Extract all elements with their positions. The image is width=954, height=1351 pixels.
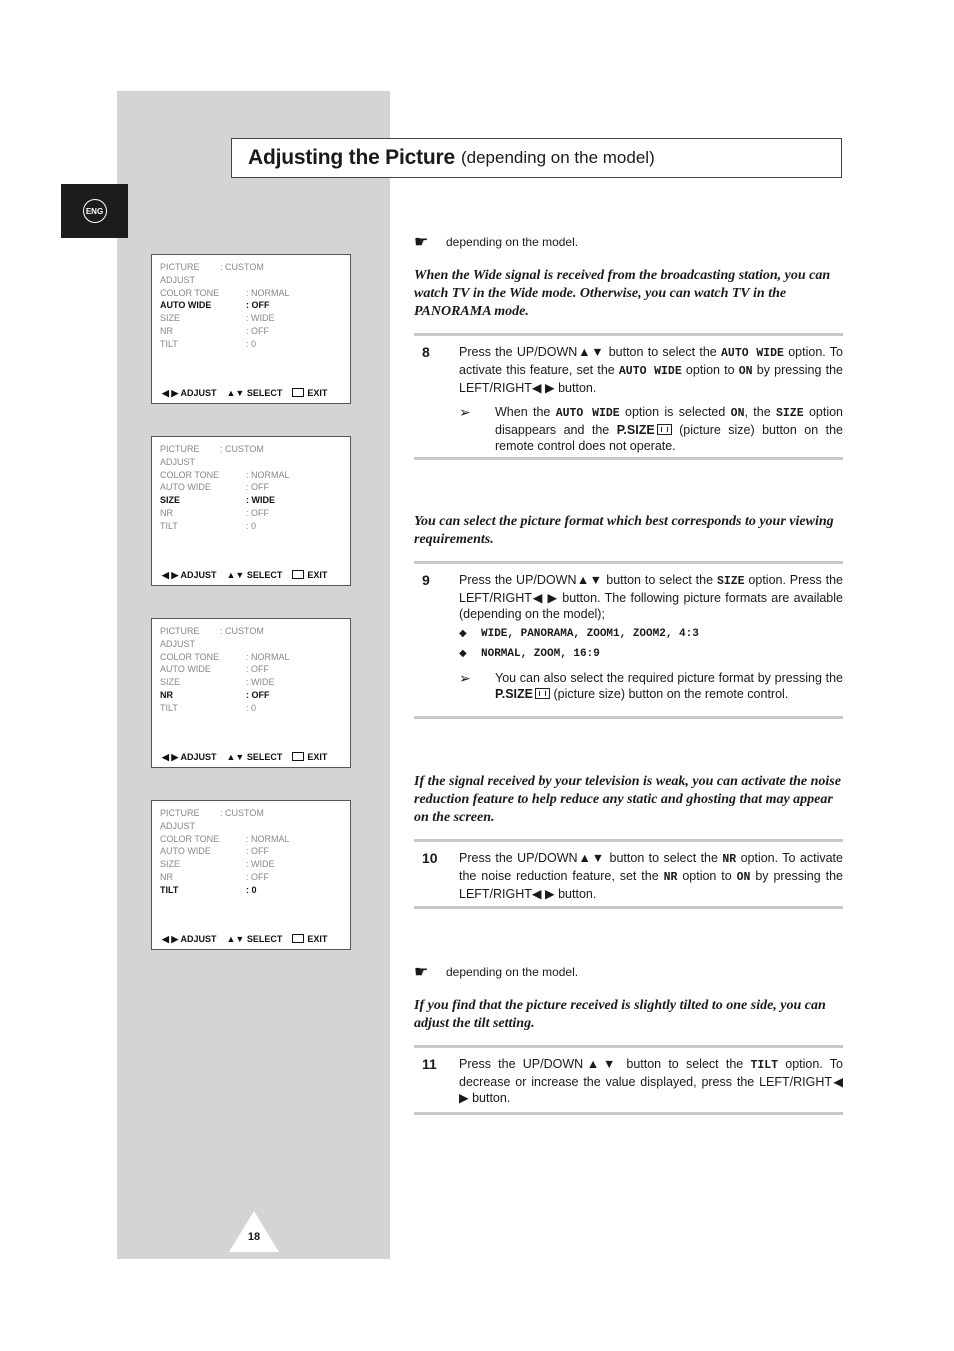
intro-tilt: If you find that the picture received is slightly tilted to one side, you can adjust the tilt setting. — [414, 998, 826, 1031]
step-note: ➢ You can also select the required picture format by pressing the P.SIZE (picture size) button on the remote control. — [459, 670, 843, 701]
osd-menu-row: PICTURE : CUSTOM — [160, 444, 264, 454]
page-title-box — [231, 138, 842, 178]
diamond-icon: ◆ — [459, 628, 467, 639]
osd-menu-row: AUTO WIDE : OFF — [160, 664, 269, 675]
osd-menu-row: AUTO WIDE : OFF — [160, 482, 269, 493]
menu-icon — [292, 752, 304, 761]
step-10 — [414, 839, 843, 909]
psize-icon — [535, 688, 550, 699]
osd-menu-screen — [151, 436, 351, 586]
osd-menu-row: NR : OFF — [160, 326, 269, 336]
osd-menu-row: TILT : 0 — [160, 702, 257, 713]
step-text: Press the UP/DOWN▲▼ button to select the AUTO WIDE option. To activate this feature, set the AUTO WIDE option to ON by pressing the LEFT/RIGHT◀ ▶ button. ➢ When the AUTO WIDE option is selected ON, the SIZE option disappears and the P.SIZE (picture size) button on the remote control does not operate. — [459, 345, 843, 453]
page-title: Adjusting the Picture — [248, 146, 455, 169]
step-11 — [414, 1045, 843, 1115]
osd-menu-row: NR : OFF — [160, 872, 269, 882]
osd-menu-row: SIZE : WIDE — [160, 677, 275, 688]
step-note: ➢ When the AUTO WIDE option is selected ON, the SIZE option disappears and the P.SIZE (picture size) button on the remote control does not operate. — [459, 404, 843, 453]
step-number: 9 — [422, 572, 430, 588]
osd-menu-row: ADJUST — [160, 638, 196, 649]
osd-footer: ◀ ▶ ADJUST ▲▼ SELECT EXIT — [162, 934, 328, 944]
language-badge: ENG — [83, 199, 107, 223]
menu-icon — [292, 388, 304, 397]
pointing-hand-icon: ☛ — [414, 234, 429, 251]
page-number: 18 — [247, 1231, 261, 1243]
osd-menu-row: PICTURE : CUSTOM — [160, 808, 264, 818]
osd-menu-row: COLOR TONE : NORMAL — [160, 287, 290, 298]
menu-icon — [292, 934, 304, 943]
osd-menu-row: ADJUST — [160, 456, 196, 467]
osd-menu-row: SIZE : WIDE — [160, 859, 275, 870]
intro-size: You can select the picture format which best corresponds to your viewing requirements. — [414, 514, 834, 547]
osd-menu-row: AUTO WIDE : OFF — [160, 300, 270, 311]
pointing-hand-icon: ☛ — [414, 964, 429, 981]
osd-menu-screen — [151, 254, 351, 404]
language-tab — [61, 184, 128, 238]
step-8 — [414, 333, 843, 460]
step-text: Press the UP/DOWN▲▼ button to select the NR option. To activate the noise reduction feature, set the NR option to ON by pressing the LEFT/RIGHT◀ ▶ button. — [459, 851, 843, 901]
osd-menu-row: SIZE : WIDE — [160, 495, 275, 506]
osd-menu-row: PICTURE : CUSTOM — [160, 626, 264, 636]
step-9 — [414, 561, 843, 719]
osd-footer: ◀ ▶ ADJUST ▲▼ SELECT EXIT — [162, 388, 328, 398]
step-number: 11 — [422, 1056, 437, 1072]
step-number: 8 — [422, 344, 430, 360]
osd-menu-row: COLOR TONE : NORMAL — [160, 651, 290, 662]
step-number: 10 — [422, 850, 438, 866]
osd-menu-row: COLOR TONE : NORMAL — [160, 833, 290, 844]
osd-menu-row: TILT : 0 — [160, 338, 257, 349]
list-item: ◆ NORMAL, ZOOM, 16:9 — [459, 648, 600, 660]
osd-menu-row: AUTO WIDE : OFF — [160, 846, 269, 857]
psize-icon — [657, 424, 672, 435]
arrow-icon: ➢ — [459, 670, 471, 686]
page-subtitle: (depending on the model) — [460, 148, 655, 167]
step-text: Press the UP/DOWN▲▼ button to select the SIZE option. Press the LEFT/RIGHT◀ ▶ button. The following picture formats are available (depending on the model); ◆ WIDE, PANORAMA, ZOOM1, ZOOM2, 4:3 ◆ NORMAL, ZOOM, 16:9 ➢ You can also select the required picture format by pressing the P.SIZE (picture size) button on the remote control. — [459, 573, 844, 701]
osd-menu-row: SIZE : WIDE — [160, 313, 275, 324]
osd-menu-row: TILT : 0 — [160, 884, 257, 895]
osd-menu-row: COLOR TONE : NORMAL — [160, 469, 290, 480]
osd-menu-screen — [151, 800, 351, 950]
arrow-icon: ➢ — [459, 404, 471, 420]
model-note-text: depending on the model. — [446, 965, 579, 979]
menu-icon — [292, 570, 304, 579]
diamond-icon: ◆ — [459, 648, 467, 659]
osd-menu-row: NR : OFF — [160, 508, 269, 518]
model-note-text: depending on the model. — [446, 235, 579, 249]
osd-menu-row: ADJUST — [160, 274, 196, 285]
osd-footer: ◀ ▶ ADJUST ▲▼ SELECT EXIT — [162, 570, 328, 580]
model-note — [414, 232, 578, 252]
list-item: ◆ WIDE, PANORAMA, ZOOM1, ZOOM2, 4:3 — [459, 628, 699, 640]
intro-nr: If the signal received by your television is weak, you can activate the noise reduction feature to help reduce any static and ghosting that may appear on the screen. — [414, 774, 841, 825]
model-note — [414, 962, 578, 982]
intro-auto-wide: When the Wide signal is received from the broadcasting station, you can watch TV in the Wide mode. Otherwise, you can watch TV in the PANORAMA mode. — [414, 268, 831, 319]
osd-menu-row: TILT : 0 — [160, 520, 257, 531]
osd-menu-row: PICTURE : CUSTOM — [160, 262, 264, 272]
osd-menu-screen — [151, 618, 351, 768]
osd-menu-row: ADJUST — [160, 820, 196, 831]
osd-footer: ◀ ▶ ADJUST ▲▼ SELECT EXIT — [162, 752, 328, 762]
osd-menu-row: NR : OFF — [160, 690, 270, 700]
step-text: Press the UP/DOWN▲▼ button to select the TILT option. To decrease or increase the value displayed, press the LEFT/RIGHT◀ ▶ button. — [459, 1057, 844, 1105]
